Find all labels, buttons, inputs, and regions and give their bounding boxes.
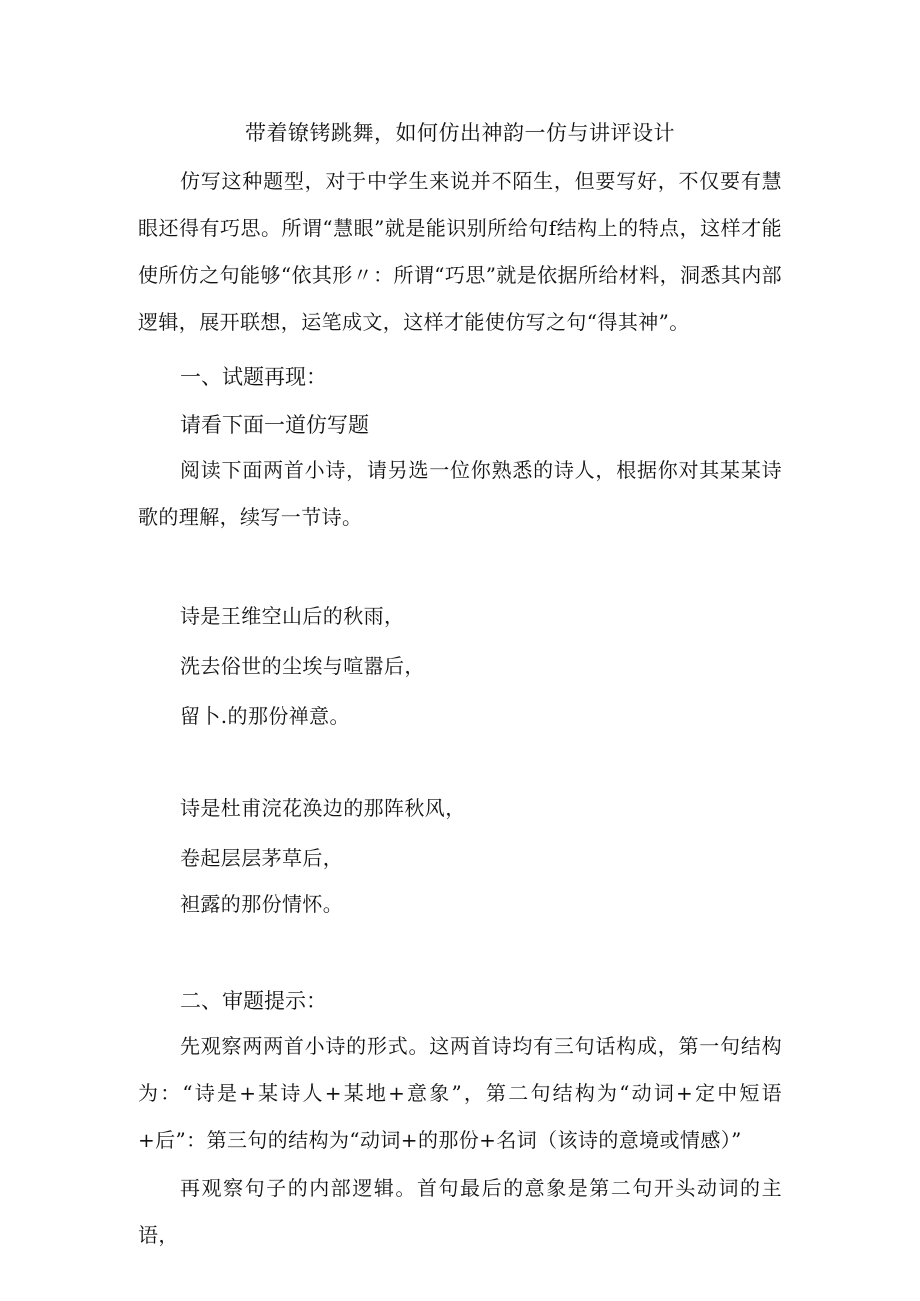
intro-paragraph: 仿写这种题型，对于中学生来说并不陌生，但要写好，不仅要有慧眼还得有巧思。所谓“慧眼”就是能识别所给句f结构上的特点，这样才能使所仿之句能够“依其形〃：所谓“巧思”就是依据所给材料，洞悉其内部逻辑，展开联想，运笔成文，这样才能使仿写之句“得其神”。 <box>138 169 782 334</box>
question-prompt: 阅读下面两首小诗，请另选一位你熟悉的诗人，根据你对其某某诗歌的理解，续写一节诗。 <box>138 458 782 529</box>
section-heading-1: 一、试题再现： <box>180 365 327 389</box>
analysis-paragraph: 先观察两两首小诗的形式。这两首诗均有三句话构成，第一句结构为：“诗是+某诗人+某地+意象”，第二句结构为“动词+定中短语+后”：第三句的结构为“动词+的那份+名词（该诗的意境或情感）” <box>138 1034 782 1152</box>
section-heading-2: 二、审题提示： <box>180 989 327 1013</box>
document-title: 带着镣铐跳舞，如何仿出神韵一仿与讲评设计 <box>245 121 675 145</box>
poem1-line: 诗是王维空山后的秋雨， <box>180 604 405 628</box>
poem1-line: 洗去俗世的尘埃与喧嚣后， <box>180 654 425 678</box>
section-subheading: 请看下面一道仿写题 <box>180 413 369 437</box>
poem2-line: 诗是杜甫浣花涣边的那阵秋风， <box>180 796 466 820</box>
analysis-paragraph: 再观察句子的内部逻辑。首句最后的意象是第二句开头动词的主语， <box>138 1176 782 1247</box>
poem2-line: 袒露的那份情怀。 <box>180 892 344 916</box>
poem1-line: 留卜.的那份禅意。 <box>180 704 350 728</box>
poem2-line: 卷起层层茅草后， <box>180 846 344 870</box>
